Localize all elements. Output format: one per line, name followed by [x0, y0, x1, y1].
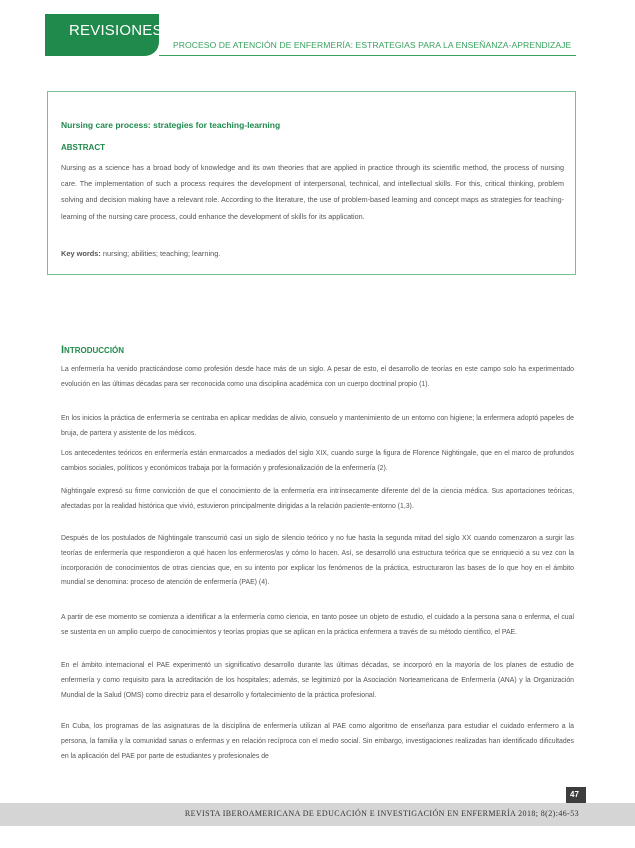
body-paragraph: Después de los postulados de Nightingale transcurrió casi un siglo de silencio teórico y no fue hasta la segunda mitad del siglo XX cuando comenzaron a surgir las teorías de enfermería que respondieron a qué hacen los enfermeros/as y cómo lo hacen. Así, se desarrolló una estructura teórica que se enriqueció a su vez con la incorporación de conocimientos de otras ciencias que, en su intento por explicar los fenómenos de la práctica, estructuraron las bases de lo que hoy en el ámbito mundial se denomina: proceso de atención de enfermería (PAE) (4).	[61, 535, 574, 587]
section-heading-introduction: Introducción	[61, 344, 125, 356]
page-number-box	[566, 787, 586, 803]
body-paragraph: En el ámbito internacional el PAE experimentó un significativo desarrollo durante las últimas décadas, se incorporó en la mayoría de los planes de estudio de enfermería y como requisito para la acreditación de los hospitales; además, se legitimizó por la Asociación Norteamericana de Enfermería (ANA) y la Organización Mundial de la Salud (OMS) como directriz para el desarrollo y fortalecimiento de la práctica profesional.	[61, 662, 574, 699]
body-paragraph: A partir de ese momento se comienza a identificar a la enfermería como ciencia, en tanto posee un objeto de estudio, el cuidado a la persona sana o enferma, el cual se sustenta en un amplio cuerpo de conocimientos y teorías propias que se aplican en la práctica enfermera a través de su método científico, el PAE.	[61, 614, 574, 636]
abstract-text: Nursing as a science has a broad body of knowledge and its own theories that are applied in practice through its scientific method, the process of nursing care. The implementation of such a process requires the development of interpersonal, technical, and intellectual skills. For this, critical thinking, problem solving and decision making have a relevant role. According to the literature, the use of problem-based learning and concept maps as strategies for teaching-learning of the nursing care process, could enhance the development of skills for its application.	[61, 163, 564, 221]
article-running-title: PROCESO DE ATENCIÓN DE ENFERMERÍA: ESTRATEGIAS PARA LA ENSEÑANZA-APRENDIZAJE	[173, 40, 572, 50]
body-paragraph: Nightingale expresó su firme convicción de que el conocimiento de la enfermería era intrínsecamente diferente del de la ciencia médica. Sus aportaciones teóricas, afectadas por la realidad histórica que vivió, estuvieron principalmente dirigidas a la relación paciente-entorno (1,3).	[61, 488, 574, 510]
abstract-title: Nursing care process: strategies for teaching-learning	[61, 120, 281, 130]
body-paragraph: En los inicios la práctica de enfermería se centraba en aplicar medidas de alivio, consuelo y mantenimiento de un entorno con higiene; la enfermera adoptó papeles de bruja, de partera y asistente de los médicos.	[61, 415, 574, 437]
footer-bar	[0, 803, 635, 826]
keywords-label: Key words:	[61, 249, 101, 258]
abstract-heading: ABSTRACT	[61, 143, 105, 152]
body-paragraph: Los antecedentes teóricos en enfermería están enmarcados a mediados del siglo XIX, cuando surge la figura de Florence Nightingale, que en el marco de profundos cambios sociales, políticos y económicos trabaja por la formación y profesionalización de la enfermería (2).	[61, 450, 574, 472]
body-paragraph: La enfermería ha venido practicándose como profesión desde hace más de un siglo. A pesar de esto, el desarrollo de teorías en este campo solo ha experimentado evolución en las últimas décadas para ser reconocida como una disciplina académica con un cuerpo doctrinal propio (1).	[61, 366, 574, 388]
page-number: 47	[570, 790, 579, 799]
section-tab-label: REVISIONES	[69, 22, 163, 39]
header-divider	[159, 55, 576, 56]
journal-citation: REVISTA IBEROAMERICANA DE EDUCACIÓN E INVESTIGACIÓN EN ENFERMERÍA 2018; 8(2):46-53	[184, 809, 579, 818]
keywords-value: nursing; abilities; teaching; learning.	[100, 249, 221, 258]
abstract-keywords	[61, 249, 220, 258]
body-paragraph: En Cuba, los programas de las asignaturas de la disciplina de enfermería utilizan al PAE como algoritmo de enseñanza para estudiar el cuidado enfermero a la persona, la familia y la comunidad sanas o enfermas y en relación recíproca con el medio social. Sin embargo, investigaciones realizadas han identificado dificultades en la aplicación del PAE por parte de estudiantes y profesionales de	[61, 723, 574, 760]
section-tab	[45, 14, 163, 56]
